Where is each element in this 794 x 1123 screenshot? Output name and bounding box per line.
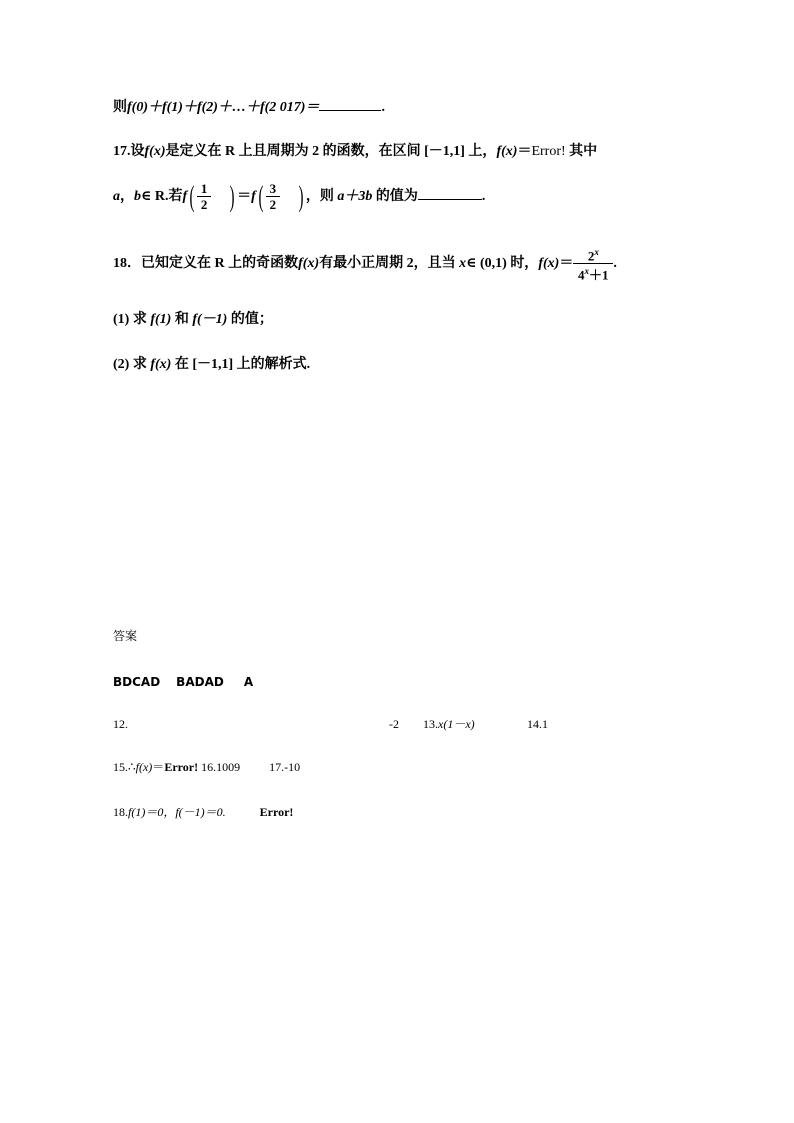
answers-heading: 答案 [113,629,138,643]
choices-group-2: BADAD [176,675,224,689]
q18-part1-tail: 的值； [227,312,273,327]
q17-a3b: a＋3b [337,189,373,204]
q17-right-paren-2: ) [298,179,304,213]
q18-line [113,244,617,286]
q18-intro: 18．已知定义在 R 上的奇函数 [113,256,299,271]
q18-part-2 [113,356,310,374]
q18-part-1 [113,311,273,329]
q16-prefix: 则 [113,100,127,115]
q18-den-exp: x [584,266,590,277]
q17-f1: f [182,189,188,204]
answer-14: 14.1 [527,717,548,731]
answers-18 [113,803,293,821]
q18-part2-fx: f(x) [150,357,172,372]
q17-frac2-num: 3 [269,181,277,197]
q17-a: a [113,189,120,204]
q17-answer-blank [418,187,482,200]
q17-fx-2: f(x) [496,144,518,159]
q18-numerator [573,245,613,263]
choices-group-3: A [243,675,254,689]
q17-eq: ＝ [517,144,532,159]
q18-range: ∈ (0,1) 时， [466,256,539,271]
q17-comma: ， [120,189,134,204]
answer-15-fx: f(x) [135,760,153,774]
q18-part1-fneg1: f(－1) [192,312,228,327]
q17-error-text: Error! [531,144,566,159]
answer-18-fneg1: f(－1)＝0. [175,805,226,819]
answer-13 [423,715,475,733]
answer-18-label: 18. [113,805,128,819]
q18-part1-f1: f(1) [150,312,172,327]
answer-17: 17.-10 [269,760,301,774]
q18-part1-and: 和 [171,312,193,327]
answers-15-17 [113,758,300,776]
q17-number: 17.设 [113,144,145,159]
answer-13-label: 13. [423,717,438,731]
q17-fraction-1 [197,181,211,212]
q17-in-r: ∈ R.若 [141,189,183,204]
answer-16: 16.1009 [201,760,241,774]
q17-text-1: 是定义在 R 上且周期为 2 的函数，在区间 [－1,1] 上， [165,144,497,159]
q18-den-tail: ＋1 [589,267,609,283]
q17-line-1 [113,143,597,161]
q17-end: . [481,189,486,204]
q17-frac2-den: 2 [269,197,277,213]
q16-expression: f(0)＋f(1)＋f(2)＋…＋f(2 017)＝ [127,100,320,115]
q16-tail-line [113,98,385,117]
answer-13-value: x(1－x) [438,717,475,731]
q18-fx-2: f(x) [538,256,560,271]
q16-answer-blank [319,98,381,111]
answers-12-14 [113,715,613,733]
answer-12-label: 12. [113,717,128,731]
q17-right-paren-1: ) [229,179,235,213]
q17-frac1-num: 1 [200,181,208,197]
q16-end: . [381,100,385,115]
choices-group-1: BDCAD [113,675,161,689]
q17-fx: f(x) [144,144,166,159]
q18-part2-tail: 在 [－1,1] 上的解析式. [171,357,311,372]
q17-frac1-den: 2 [200,197,208,213]
q18-num-base: 2 [587,248,595,264]
q17-line-2 [113,178,485,218]
answer-15-label: 15.∴ [113,760,136,774]
q17-left-paren-1: ( [189,179,195,213]
q17-text-2: 其中 [565,144,598,159]
q18-fx: f(x) [298,256,320,271]
q18-end: . [613,256,617,271]
q17-mid-eq: ＝ [237,189,252,204]
q18-denominator [573,264,613,282]
answers-choices [113,673,253,691]
answer-15-eq: ＝ [152,760,165,774]
answer-12-value: -2 [389,717,399,731]
q17-f2: f [251,189,256,204]
q18-part1-label: (1) 求 [113,312,151,327]
answer-15-error: Error! [164,760,199,774]
answer-18-f1: f(1)＝0， [128,805,176,819]
q17-fraction-2 [266,181,280,212]
q18-part2-label: (2) 求 [113,357,151,372]
q17-b: b [134,189,141,204]
q18-fraction [573,245,613,283]
q18-eq: ＝ [559,256,574,271]
q18-num-exp: x [594,246,599,257]
q17-left-paren-2: ( [258,179,264,213]
q17-then: ，则 [305,189,338,204]
q18-den-base: 4 [578,267,585,283]
q18-mid: 有最小正周期 2，且当 [319,256,460,271]
q17-value-of: 的值为 [372,189,418,204]
q18-x: x [459,256,467,271]
answer-18-error: Error! [259,805,294,819]
